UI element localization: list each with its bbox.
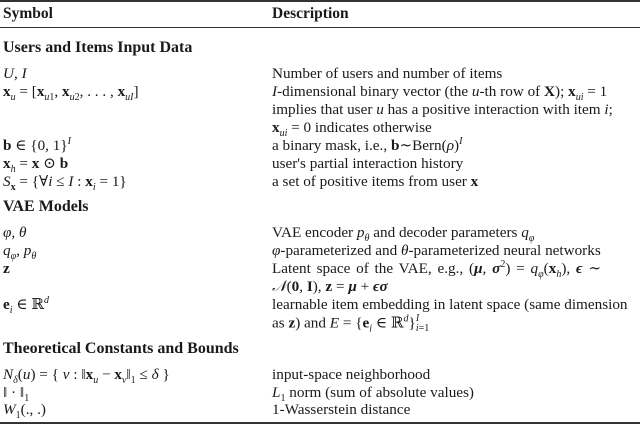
description-cell: a binary mask, i.e., $b\sim Bern(\rho)^I$ (272, 135, 463, 154)
symbol-cell: $x_h = x$ ⊙ b (3, 155, 69, 176)
symbol-cell: U, I (3, 65, 27, 82)
symbol-cell: b ∈ {0, 1}$^I$ (3, 135, 71, 154)
section-title-theoretical: Theoretical Constants and Bounds (3, 340, 239, 357)
symbol-cell: $S_x$ = {∀i ≤ I : $x_i = 1$} (3, 173, 127, 194)
description-cell: VAE encoder $p_\theta$ and decoder parameters $q_\varphi$ (272, 224, 535, 245)
symbol-cell: z (3, 260, 10, 277)
header-rule (0, 27, 640, 28)
description-cell: a set of positive items from user x (272, 173, 479, 190)
symbol-cell: ‖ · $‖_1$ (3, 384, 30, 405)
table-top-rule (0, 0, 640, 2)
header-symbol: Symbol (3, 5, 53, 22)
symbol-cell: $N_\delta(u)$ = { v : $‖x_u$ − $x_v‖_1 \le \delta$ } (3, 366, 170, 387)
section-title-vae-models: VAE Models (3, 198, 89, 215)
section-title-users-items: Users and Items Input Data (3, 39, 193, 56)
symbol-cell: $e_i$ ∈ ℝ$^d$ (3, 294, 49, 317)
description-cell: 1-Wasserstein distance (272, 401, 411, 418)
description-cell: user's partial interaction history (272, 155, 464, 172)
description-cell: $x_{ui} = 0$ indicates otherwise (272, 119, 432, 140)
description-cell: implies that user u has a positive interaction with item i; (272, 101, 613, 118)
symbol-cell: $W_1$(., .) (3, 401, 46, 422)
description-cell: Latent space of the VAE, e.g., (μ, $\sigma^2) = q_\varphi(x_h)$, ϵ ∼ (272, 258, 602, 281)
header-description: Description (272, 5, 349, 22)
description-cell: learnable item embedding in latent space (same dimension (272, 296, 628, 313)
description-cell: I-dimensional binary vector (the u-th row of X); $x_{ui} = 1$ (272, 83, 608, 104)
symbol-cell: $q_\varphi$, $p_\theta$ (3, 242, 37, 263)
table-bottom-rule (0, 422, 640, 424)
description-cell: Number of users and number of items (272, 65, 503, 82)
description-cell: input-space neighborhood (272, 366, 431, 383)
symbol-cell: φ, θ (3, 224, 27, 241)
description-cell: as z) and $E = \{e_i$ ∈ ℝ$^d$}I i=1 (272, 313, 430, 335)
description-cell: φ-parameterized and θ-parameterized neural networks (272, 242, 601, 259)
description-cell: 𝒩(0, I), z = μ + ϵσ (272, 278, 388, 295)
description-cell: $L_1$ norm (sum of absolute values) (272, 384, 474, 405)
symbol-cell: $x_u = [x_{u1}$, $x_{u2}$, . . . , $x_{uI}$] (3, 83, 139, 104)
